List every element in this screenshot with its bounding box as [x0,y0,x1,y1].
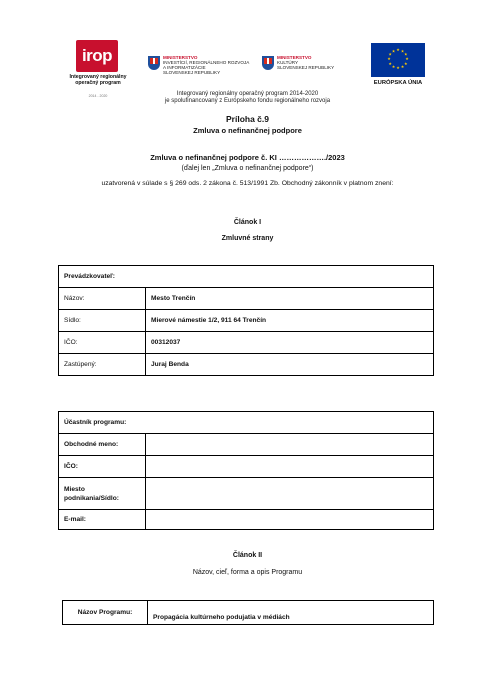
table-row [59,310,434,332]
table-row [59,510,434,530]
program-label: Názov Programu: [63,601,148,625]
table-row [59,478,434,510]
svg-text:★: ★ [388,60,392,66]
hereinafter-note: (ďalej len „Zmluva o nefinančnej podpore“) [181,165,314,172]
svg-text:★: ★ [388,51,392,57]
table-row [59,332,434,354]
table-row [59,434,434,456]
ministry-investment-logo [163,55,263,75]
row-value: Juraj Benda [146,354,434,376]
table-row [59,456,434,478]
irop-logo: irop [76,40,118,72]
participant-header: Účastník programu: [59,412,434,434]
article1-title: Článok I [233,219,262,226]
svg-text:★: ★ [400,64,405,69]
contract-title: Zmluva o nefinančnej podpore č. KI ………………./2023 [150,153,345,162]
ministry-culture-logo [277,55,377,70]
article2-subtitle: Názov, cieľ, forma a opis Programu [192,569,303,576]
ministry-investment-crest-icon [148,56,160,70]
operator-table [58,265,434,376]
row-label: Miesto podnikania/Sídlo: [59,478,146,510]
ministry-investment-line: SLOVENSKEJ REPUBLIKY [163,70,221,76]
irop-subtitle: Integrovaný regionálny operačný program [69,74,127,86]
program-name: Propagácia kultúrneho podujatia v médiách [148,601,434,625]
ministry-culture-title: MINISTERSTVO [277,55,312,60]
row-label: E-mail: [59,510,146,530]
svg-text:★: ★ [396,65,400,71]
ministry-investment-line: INVESTÍCIÍ, REGIONÁLNEHO ROZVOJA [163,60,250,66]
row-value-field[interactable] [146,510,434,530]
annex-number: Príloha č.9 [226,114,269,124]
table-row [59,354,434,376]
ministry-culture-line: SLOVENSKEJ REPUBLIKY [277,65,335,71]
legal-basis: uzatvorená v súlade s § 269 ods. 2 zákona č. 513/1991 Zb. Obchodný zákonník v platnom znení: [101,180,394,187]
row-value-field[interactable] [146,478,434,510]
svg-text:★: ★ [391,48,396,54]
row-label: Sídlo: [59,310,146,332]
svg-text:★: ★ [405,56,409,62]
svg-text:★: ★ [396,47,400,53]
row-label: Názov: [59,288,146,310]
row-value: Mierové námestie 1/2, 911 64 Trenčín [146,310,434,332]
table-row [59,288,434,310]
operator-header: Prevádzkovateľ: [59,266,434,288]
annex-subtitle: Zmluva o nefinančnej podpore [193,126,302,135]
table-row [63,601,434,625]
funding-line: Integrovaný regionálny operačný program 2014-2020 [176,91,319,97]
svg-text:★: ★ [400,48,405,54]
ministry-investment-line: A INFORMATIZÁCIE [163,65,206,71]
svg-text:★: ★ [391,64,396,69]
article2-title: Článok II [232,552,263,559]
svg-text:★: ★ [387,56,391,62]
row-value: Mesto Trenčín [146,288,434,310]
row-value: 00312037 [146,332,434,354]
participant-table [58,411,434,530]
svg-text:★: ★ [404,51,408,57]
article1-subtitle: Zmluvné strany [221,235,274,242]
funding-line: je spolufinancovaný z Európskeho fondu regionálneho rozvoja [164,98,331,104]
row-value-field[interactable] [146,434,434,456]
row-label: IČO: [59,332,146,354]
funding-statement [0,91,495,105]
row-label: Zastúpený: [59,354,146,376]
svg-text:★: ★ [404,60,408,66]
ministry-investment-title: MINISTERSTVO [163,55,198,60]
ministry-culture-crest-icon [262,56,274,70]
program-table [62,600,434,625]
eu-label: EURÓPSKA ÚNIA [373,80,423,86]
ministry-culture-line: KULTÚRY [277,60,299,66]
row-value-field[interactable] [146,456,434,478]
row-label: IČO: [59,456,146,478]
row-label: Obchodné meno: [59,434,146,456]
eu-flag-icon [371,43,425,77]
irop-years: 2014 - 2020 [88,94,108,98]
